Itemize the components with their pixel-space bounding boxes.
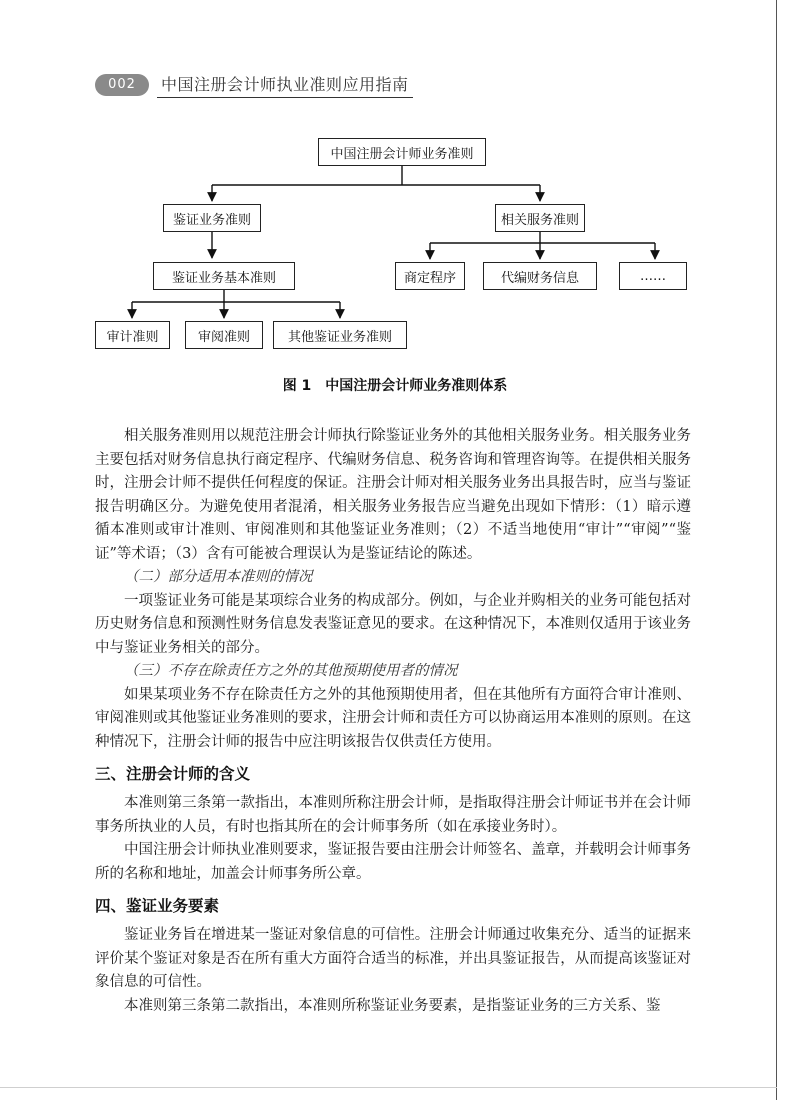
node-related-services: 相关服务准则 <box>495 204 585 232</box>
node-other-assurance: 其他鉴证业务准则 <box>273 321 407 349</box>
section-heading: 四、鉴证业务要素 <box>95 897 220 915</box>
paragraph: 一项鉴证业务可能是某项综合业务的构成部分。例如，与企业并购相关的业务可能包括对历史财务信息和预测性财务信息发表鉴证意见的要求。在这种情况下，本准则仅适用于该业务中与鉴证业务相关的部分。 <box>95 592 691 656</box>
section-heading: 三、注册会计师的含义 <box>95 765 251 783</box>
node-assurance-standards: 鉴证业务准则 <box>163 204 261 232</box>
page-bottom-line <box>0 1087 777 1088</box>
subsection-heading: （二）部分适用本准则的情况 <box>124 569 313 585</box>
node-root: 中国注册会计师业务准则 <box>318 138 486 166</box>
subsection-heading: （三）不存在除责任方之外的其他预期使用者的情况 <box>124 663 458 679</box>
node-audit-standards: 审计准则 <box>95 321 170 349</box>
book-title: 中国注册会计师执业准则应用指南 <box>161 75 409 94</box>
paragraph: 本准则第三条第二款指出，本准则所称鉴证业务要素，是指鉴证业务的三方关系、鉴 <box>124 997 661 1014</box>
paragraph: 中国注册会计师执业准则要求，鉴证报告要由注册会计师签名、盖章，并载明会计师事务所的名称和地址，加盖会计师事务所公章。 <box>95 842 691 882</box>
body-text <box>95 425 691 1018</box>
node-ellipsis: …… <box>619 262 687 290</box>
standards-hierarchy-diagram <box>0 0 790 400</box>
paragraph: 如果某项业务不存在除责任方之外的其他预期使用者，但在其他所有方面符合审计准则、审阅准则或其他鉴证业务准则的要求，注册会计师和责任方可以协商运用本准则的原则。在这种情况下，注册会计师的报告中应注明该报告仅供责任方使用。 <box>95 686 691 750</box>
page-number-badge: 002 <box>95 74 149 96</box>
paragraph: 相关服务准则用以规范注册会计师执行除鉴证业务外的其他相关服务业务。相关服务业务主要包括对财务信息执行商定程序、代编财务信息、税务咨询和管理咨询等。在提供相关服务时，注册会计师不提供任何程度的保证。注册会计师对相关服务业务出具报告时，应当与鉴证报告明确区分。为避免使用者混淆，相关服务业务报告应当避免出现如下情形：（1）暗示遵循本准则或审计准则、审阅准则和其他鉴证业务准则；（2）不适当地使用“审计”“审阅”“鉴证”等术语；（3）含有可能被合理误认为是鉴证结论的陈述。 <box>95 428 691 562</box>
paragraph: 本准则第三条第一款指出，本准则所称注册会计师，是指取得注册会计师证书并在会计师事务所执业的人员，有时也指其所在的会计师事务所（如在承接业务时）。 <box>95 795 691 835</box>
node-assurance-basic: 鉴证业务基本准则 <box>153 262 295 290</box>
paragraph: 鉴证业务旨在增进某一鉴证对象信息的可信性。注册会计师通过收集充分、适当的证据来评价某个鉴证对象是否在所有重大方面符合适当的标准，并出具鉴证报告，从而提高该鉴证对象信息的可信性。 <box>95 927 691 990</box>
node-agreed-procedures: 商定程序 <box>395 262 465 290</box>
node-review-standards: 审阅准则 <box>185 321 263 349</box>
figure-caption: 图 1 中国注册会计师业务准则体系 <box>282 378 508 394</box>
node-compilation: 代编财务信息 <box>483 262 597 290</box>
